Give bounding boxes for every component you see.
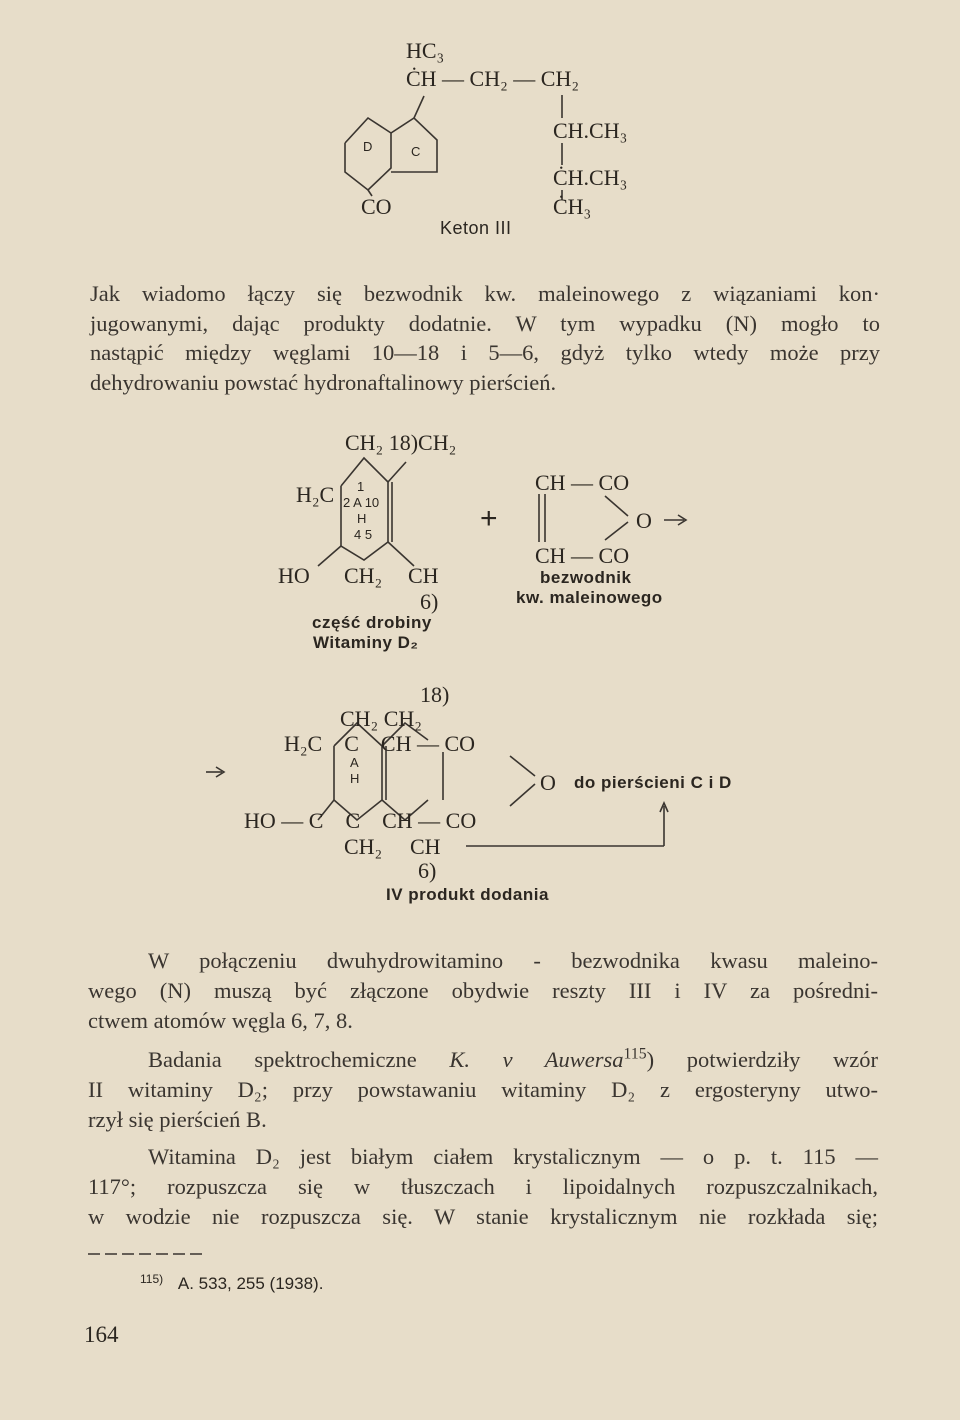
p2-author: K. v Auwersa xyxy=(449,1047,624,1072)
keton-hc3: HC₃ xyxy=(406,38,445,63)
intro-line: Jak wiadomo łączy się bezwodnik kw. maleinowego z wiązaniami kon· xyxy=(90,281,880,306)
paragraph-1 xyxy=(88,946,878,1036)
ad-ch2: CH₂ xyxy=(344,834,383,859)
page-number: 164 xyxy=(84,1322,119,1347)
ring-d xyxy=(345,118,391,190)
keton-ch-ch3-2: ĊH.CH₃ xyxy=(553,165,628,190)
ad-ch2-ch2: CH₂ CH₂ xyxy=(340,706,422,731)
anh-o: O xyxy=(636,508,652,533)
anh-top: CH — CO xyxy=(535,470,630,495)
ad-note: do pierścieni C i D xyxy=(574,773,732,792)
ring-label-c: C xyxy=(411,144,421,159)
p2-line: rzył się pierścień B. xyxy=(88,1107,267,1132)
p3-line: 117°; rozpuszcza się w tłuszczach i lipoidalnych rozpuszczalnikach, xyxy=(88,1174,878,1199)
vf-h: H xyxy=(357,511,367,526)
vf-h2c: H₂C xyxy=(296,482,335,507)
vf-top: CH₂ 18)CH₂ xyxy=(345,430,457,455)
footnote-mark: 115) xyxy=(140,1272,164,1286)
ad-n6: 6) xyxy=(418,858,437,883)
vf-caption-1: część drobiny xyxy=(312,613,432,632)
vf-n2a10: 2 A 10 xyxy=(343,495,380,510)
intro-line: dehydrowaniu powstać hydronaftalinowy pierścień. xyxy=(90,369,557,395)
ad-o: O xyxy=(540,770,556,795)
footnote-text: A. 533, 255 (1938). xyxy=(177,1274,324,1293)
ad-row1: H₂C C CH — CO xyxy=(284,731,476,756)
vf-ho: HO xyxy=(278,563,310,588)
intro-line: nastąpić między węglami 10—18 i 5—6, gdyż tylko wtedy może przy xyxy=(90,340,880,365)
vf-n1: 1 xyxy=(357,479,365,494)
keton-ch-ch3-1: CH.CH₃ xyxy=(553,118,628,143)
vf-caption-2: Witaminy D₂ xyxy=(313,633,419,652)
p3-line: w wodzie nie rozpuszcza się. W stanie krystalicznym nie rozkłada się; xyxy=(88,1204,878,1229)
keton-ch3: ĊH₃ xyxy=(553,194,592,219)
p1-line: ctwem atomów węgla 6, 7, 8. xyxy=(88,1008,353,1033)
p2-first-line xyxy=(88,1045,878,1075)
keton-caption: Keton III xyxy=(440,218,512,238)
p2-ref: 115 xyxy=(623,1045,647,1063)
ad-h: H xyxy=(350,771,360,786)
vf-ch: CH xyxy=(408,563,439,588)
ad-row3: HO — C C CH — CO xyxy=(244,808,477,833)
plus-sign: + xyxy=(480,502,498,535)
anh-caption-1: bezwodnik xyxy=(540,568,632,587)
paragraph-3 xyxy=(88,1142,878,1232)
anh-caption-2: kw. maleinowego xyxy=(516,588,663,607)
anh-bottom: CH — CO xyxy=(535,543,630,568)
vf-n45: 4 5 xyxy=(354,527,373,542)
p2-end: ) potwierdziły wzór xyxy=(646,1047,878,1072)
p1-line: wego (N) muszą być złączone obydwie reszty III i IV za pośredni- xyxy=(88,978,878,1003)
p2-start: Badania spektrochemiczne xyxy=(148,1047,450,1072)
p3-line: Witamina D₂ jest białym ciałem krystalicznym — o p. t. 115 — xyxy=(148,1144,878,1169)
p1-line: W połączeniu dwuhydrowitamino - bezwodnika kwasu maleino- xyxy=(148,948,878,973)
intro-line: jugowanymi, dając produkty dodatnie. W tym wypadku (N) mogło to xyxy=(90,310,880,336)
ring-label-d: D xyxy=(363,139,373,154)
keton-chain: ĊH — CH₂ — CH₂ xyxy=(406,66,580,91)
intro-paragraph xyxy=(90,279,880,397)
ad-n18: 18) xyxy=(420,682,450,707)
p2-line: II witaminy D₂; przy powstawaniu witaminy D₂ z ergosteryny utwo- xyxy=(88,1077,878,1102)
paragraph-2 xyxy=(88,1045,878,1135)
ad-caption: IV produkt dodania xyxy=(386,885,549,904)
vf-n6: 6) xyxy=(420,589,439,614)
footnote xyxy=(140,1272,323,1294)
keton-co: CO xyxy=(361,194,392,219)
ad-ch: CH xyxy=(410,834,441,859)
vf-ch2: CH₂ xyxy=(344,563,383,588)
ad-a: A xyxy=(350,755,359,770)
